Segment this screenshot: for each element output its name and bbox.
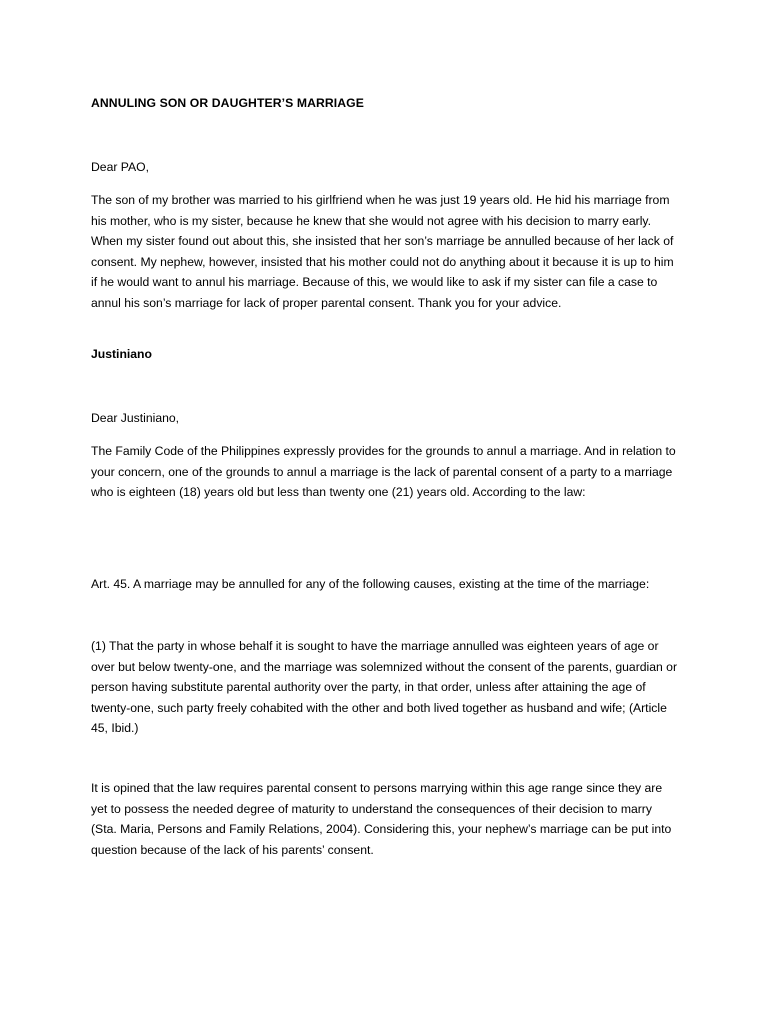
- letter-signature: Justiniano: [91, 347, 152, 361]
- greeting-dear-justiniano: Dear Justiniano,: [91, 411, 180, 425]
- letter-paragraph: The son of my brother was married to his girlfriend when he was just 19 years old. He hid his marriage from his mother, who is my sister, because he knew that she would not agree with his decision to marry early. When my sister found out about this, she insisted that her son’s marriage be annulled because of her lack of consent. My nephew, however, insisted that his mother could not do anything about it because it is up to him if he would want to annul his marriage. Because of this, we would like to ask if my sister can file a case to annul his son’s marriage for lack of proper parental consent. Thank you for your advice.: [91, 193, 674, 310]
- article-clause: (1) That the party in whose behalf it is sought to have the marriage annulled was eighteen years of age or over but below twenty-one, and the marriage was solemnized without the consent of the parents, guardian or person having substitute parental authority over the party, in that order, unless after attaining the age of twenty-one, such party freely cohabited with the other and both lived together as husband and wife; (Article 45, Ibid.): [91, 639, 678, 735]
- reply-conclusion-paragraph: It is opined that the law requires parental consent to persons marrying within this age range since they are yet to possess the needed degree of maturity to understand the consequences of their decision to marry (Sta. Maria, Persons and Family Relations, 2004). Considering this, your nephew’s marriage can be put into question because of the lack of his parents’ consent.: [91, 781, 672, 857]
- article-heading: Art. 45. A marriage may be annulled for any of the following causes, existing at the time of the marriage:: [91, 577, 650, 591]
- document-title: ANNULING SON OR DAUGHTER’S MARRIAGE: [91, 96, 364, 110]
- greeting-dear-pao: Dear PAO,: [91, 160, 150, 174]
- reply-paragraph: The Family Code of the Philippines expressly provides for the grounds to annul a marriage. And in relation to your concern, one of the grounds to annul a marriage is the lack of parental consent of a party to a marriage who is eighteen (18) years old but less than twenty one (21) years old. According to the law:: [91, 444, 676, 499]
